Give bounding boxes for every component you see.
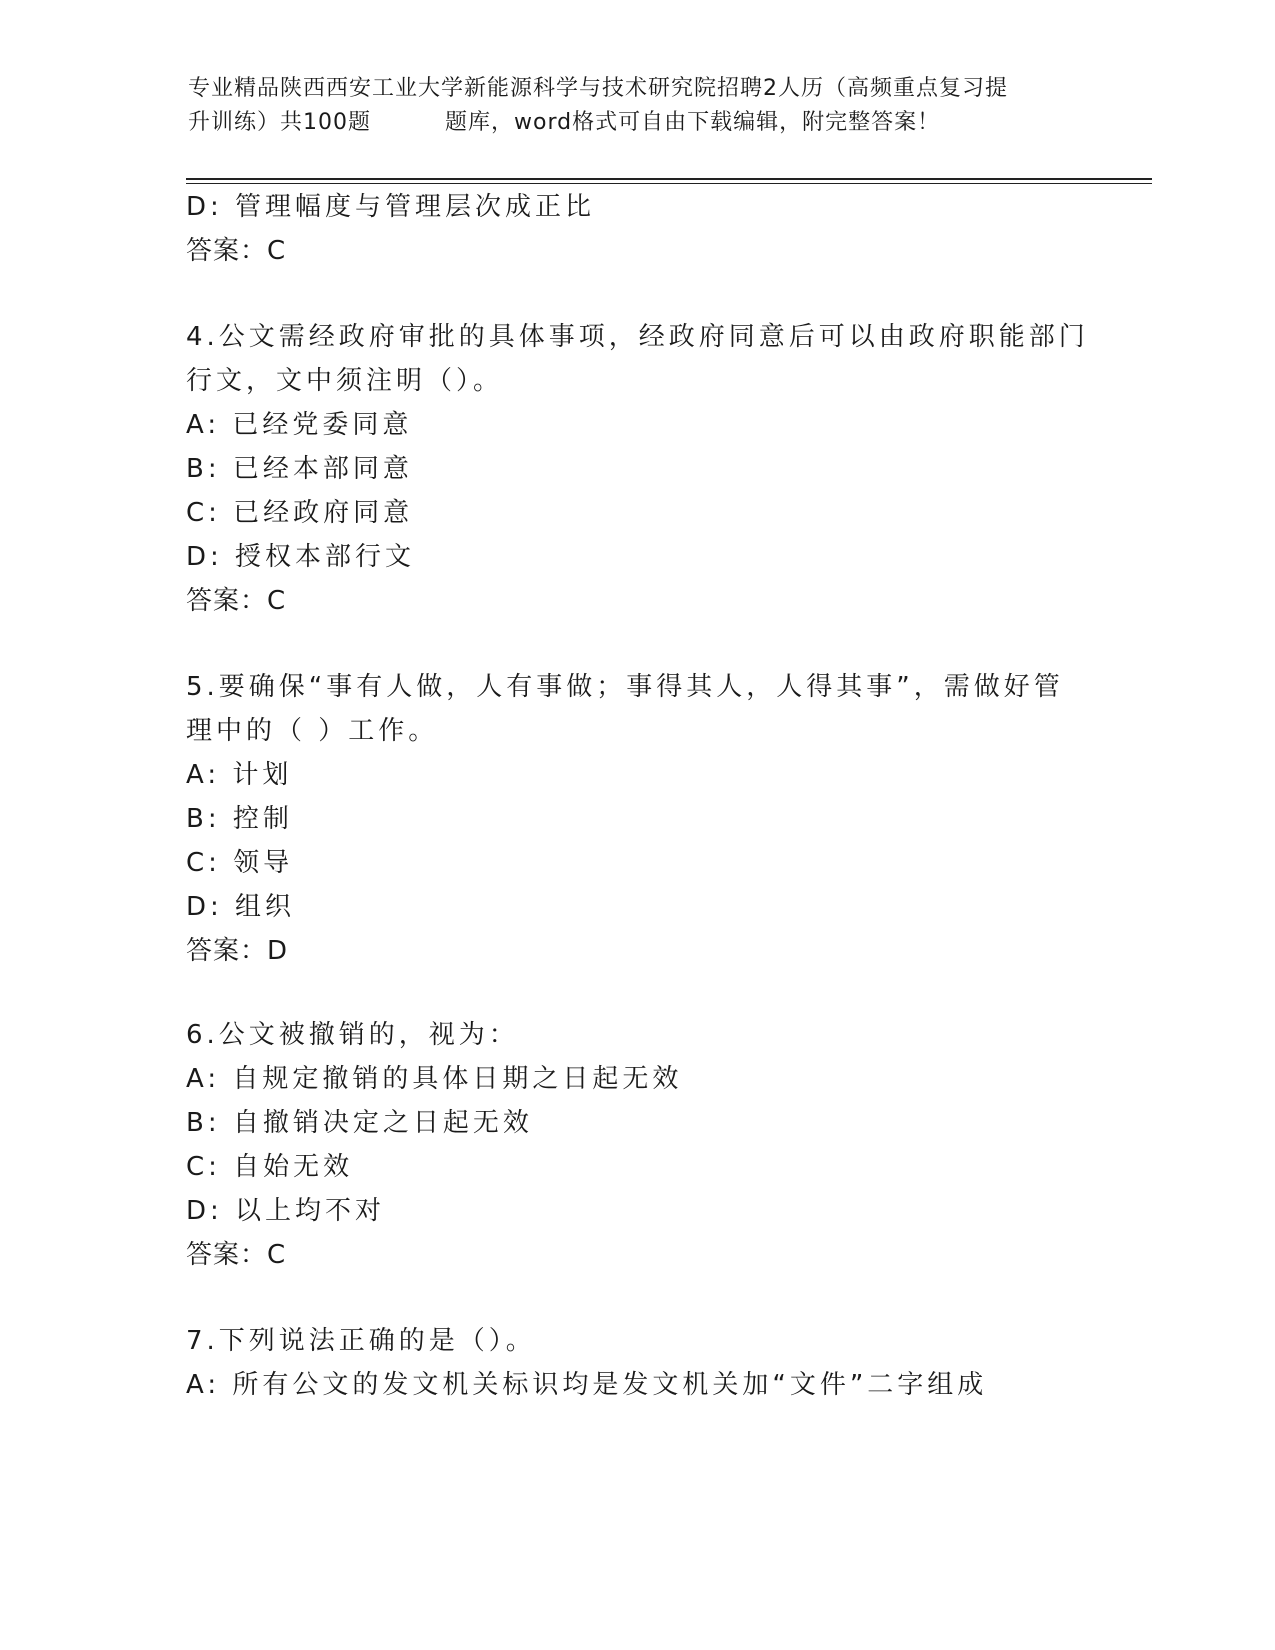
q5-option-c: C: 领导 (186, 848, 294, 878)
q5-answer: 答案：D (186, 936, 289, 966)
header-line-2-part-2: 题库，word格式可自由下载编辑，附完整答案！ (445, 110, 941, 135)
q4-option-a: A: 已经党委同意 (186, 410, 413, 440)
q4-option-b: B: 已经本部同意 (186, 454, 413, 484)
q6-option-b: B: 自撤销决定之日起无效 (186, 1108, 533, 1138)
prev-answer: 答案：C (186, 236, 287, 266)
q5-stem-2: 理中的（ ）工作。 (186, 716, 439, 746)
q5-stem-1: 5.要确保“事有人做，人有事做；事得其人，人得其事”，需做好管 (186, 672, 1064, 702)
q4-option-c: C: 已经政府同意 (186, 498, 414, 528)
header-line-2 (188, 106, 1088, 140)
q6-stem-1: 6.公文被撤销的，视为： (186, 1020, 519, 1050)
q7-stem-1: 7.下列说法正确的是（）。 (186, 1326, 536, 1356)
q4-option-d: D: 授权本部行文 (186, 542, 416, 572)
q5-option-d: D: 组织 (186, 892, 296, 922)
header-divider-thick (186, 178, 1152, 180)
q6-option-d: D: 以上均不对 (186, 1196, 386, 1226)
prev-option-d: D: 管理幅度与管理层次成正比 (186, 192, 596, 222)
q6-answer: 答案：C (186, 1240, 287, 1270)
q6-option-c: C: 自始无效 (186, 1152, 354, 1182)
q5-option-a: A: 计划 (186, 760, 293, 790)
q4-answer: 答案：C (186, 586, 287, 616)
q4-stem-2: 行文，文中须注明（）。 (186, 366, 504, 396)
q4-stem-1: 4.公文需经政府审批的具体事项，经政府同意后可以由政府职能部门 (186, 322, 1089, 352)
header-divider-thin (186, 183, 1152, 184)
q5-option-b: B: 控制 (186, 804, 293, 834)
q7-option-a: A: 所有公文的发文机关标识均是发文机关加“文件”二字组成 (186, 1370, 988, 1400)
header-line-1: 专业精品陕西西安工业大学新能源科学与技术研究院招聘2人历（高频重点复习提 (188, 76, 1008, 101)
header-line-2-part-1: 升训练）共100题 (188, 110, 371, 135)
page-header (188, 72, 1088, 140)
q6-option-a: A: 自规定撤销的具体日期之日起无效 (186, 1064, 683, 1094)
